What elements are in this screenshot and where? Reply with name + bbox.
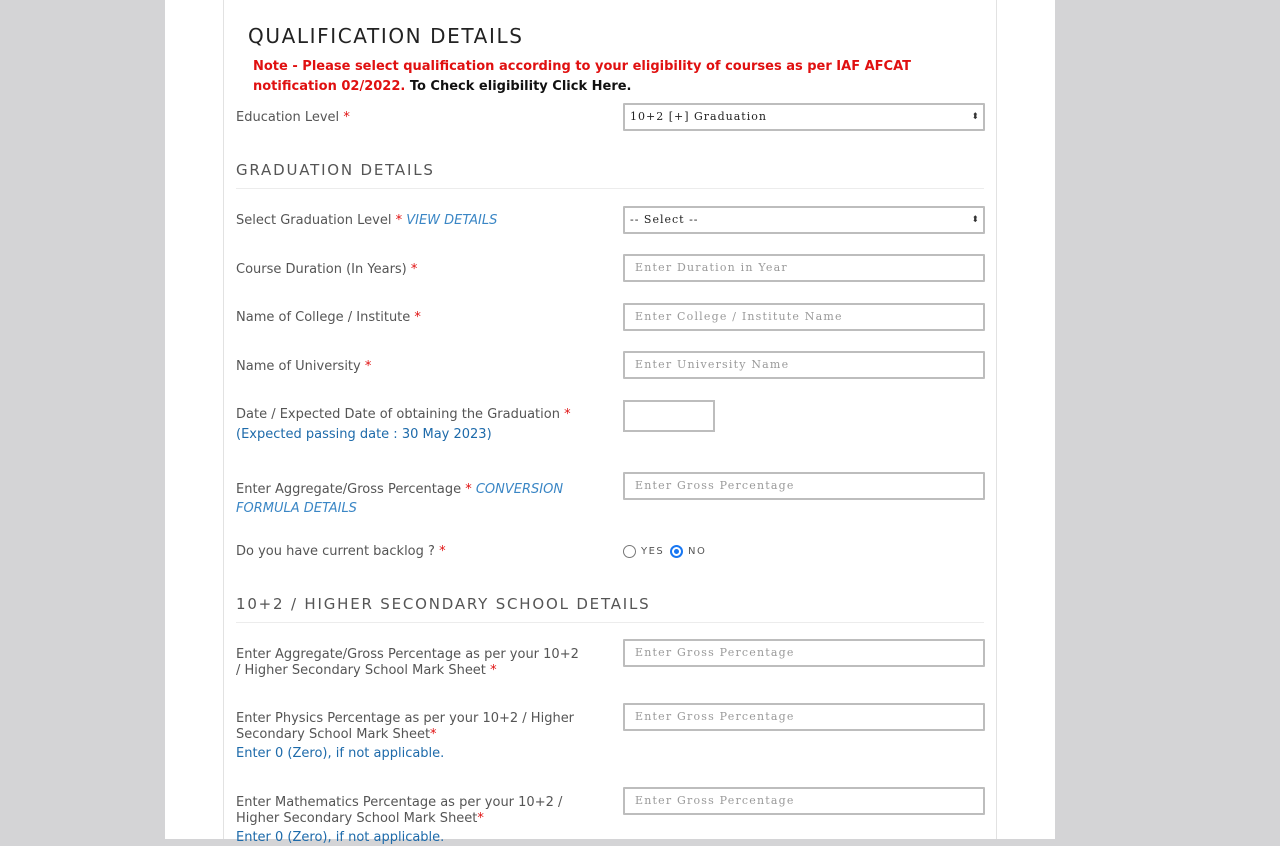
section-title-school: 10+2 / HIGHER SECONDARY SCHOOL DETAILS (236, 595, 651, 613)
graduation-date-label: Date / Expected Date of obtaining the Graduation * (236, 407, 571, 422)
conversion-formula-link[interactable]: CONVERSION FORMULA DETAILS (236, 482, 564, 516)
divider (236, 622, 984, 623)
graduation-date-hint: (Expected passing date : 30 May 2023) (236, 427, 492, 442)
maths-hint: Enter 0 (Zero), if not applicable. (236, 830, 445, 845)
course-duration-label: Course Duration (In Years) * (236, 262, 418, 277)
section-title-qualification: QUALIFICATION DETAILS (248, 24, 524, 48)
view-details-link[interactable]: VIEW DETAILS (406, 213, 498, 228)
education-level-label: Education Level * (236, 110, 350, 125)
updown-arrow-icon: ⬍ (971, 215, 979, 225)
physics-hint: Enter 0 (Zero), if not applicable. (236, 746, 445, 761)
graduation-level-label: Select Graduation Level * VIEW DETAILS (236, 213, 498, 228)
note-text: Note - Please select qualification according to your eligibility of courses as per IAF AFCAT notification 02/2022. (253, 59, 912, 94)
section-title-graduation: GRADUATION DETAILS (236, 161, 435, 179)
university-name-input[interactable]: Enter University Name (623, 351, 985, 379)
physics-percentage-label: Enter Physics Percentage as per your 10+2 / Higher Secondary School Mark Sheet* (236, 711, 575, 742)
eligibility-note (253, 57, 973, 97)
education-level-select[interactable]: 10+2 [+] Graduation ⬍ (623, 103, 985, 131)
school-aggregate-label: Enter Aggregate/Gross Percentage as per your 10+2 / Higher Secondary School Mark Sheet * (236, 647, 579, 678)
graduation-level-select[interactable]: -- Select -- ⬍ (623, 206, 985, 234)
university-name-label: Name of University * (236, 359, 372, 374)
page (165, 0, 1055, 845)
college-name-input[interactable]: Enter College / Institute Name (623, 303, 985, 331)
backlog-label: Do you have current backlog ? * (236, 544, 446, 559)
radio-checked-icon (670, 545, 683, 558)
maths-percentage-label: Enter Mathematics Percentage as per your 10+2 / Higher Secondary School Mark Sheet* (236, 795, 563, 826)
school-aggregate-input[interactable]: Enter Gross Percentage (623, 639, 985, 667)
backlog-yes-radio[interactable]: YES (623, 545, 664, 558)
graduation-date-input[interactable] (623, 400, 715, 432)
divider (236, 188, 984, 189)
graduation-percentage-label: Enter Aggregate/Gross Percentage * CONVERSION FORMULA DETAILS (236, 482, 564, 516)
form-card (223, 0, 997, 845)
course-duration-input[interactable]: Enter Duration in Year (623, 254, 985, 282)
eligibility-link[interactable]: To Check eligibility Click Here. (405, 79, 632, 94)
radio-unchecked-icon (623, 545, 636, 558)
college-name-label: Name of College / Institute * (236, 310, 421, 325)
physics-percentage-input[interactable]: Enter Gross Percentage (623, 703, 985, 731)
backlog-no-radio[interactable]: NO (670, 545, 706, 558)
maths-percentage-input[interactable]: Enter Gross Percentage (623, 787, 985, 815)
graduation-percentage-input[interactable]: Enter Gross Percentage (623, 472, 985, 500)
updown-arrow-icon: ⬍ (971, 112, 979, 122)
